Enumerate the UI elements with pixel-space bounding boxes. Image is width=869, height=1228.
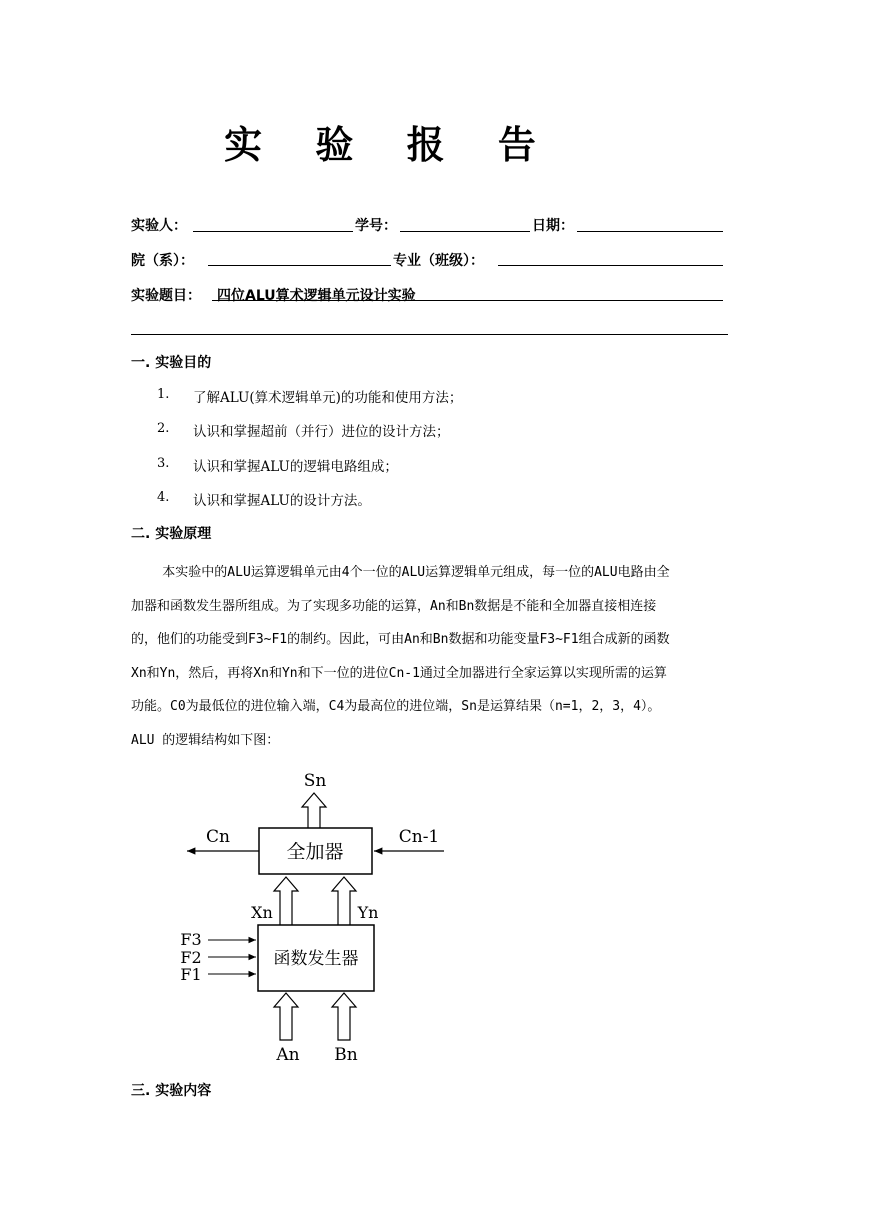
f2-label: F2 (180, 948, 202, 967)
paragraph-line: 的，他们的功能受到F3~F1的制约。因此，可由An和Bn数据和功能变量F3~F1组合成新的函数 (131, 632, 670, 647)
major-label: 专业（班级）： (393, 253, 484, 269)
xn-arrow (274, 877, 298, 925)
section-principle-heading: 二. 实验原理 (131, 526, 212, 542)
an-arrow (274, 993, 298, 1040)
list-item: 了解ALU(算术逻辑单元)的功能和使用方法； (193, 390, 463, 406)
full-adder-label: 全加器 (286, 841, 344, 863)
list-item-number: 3. (157, 456, 170, 471)
page-title: 实 验 报 告 (224, 123, 556, 167)
function-generator-label: 函数发生器 (273, 949, 359, 969)
paragraph-line: 本实验中的ALU运算逻辑单元由4个一位的ALU运算逻辑单元组成，每一位的ALU电路由全 (131, 565, 670, 580)
an-label: An (276, 1045, 300, 1065)
student-id-label: 学号： (355, 218, 397, 234)
paragraph-line: Xn和Yn，然后，再将Xn和Yn和下一位的进位Cn-1通过全加器进行全家运算以实现所需的运算 (131, 665, 667, 681)
section-content-heading: 三. 实验内容 (131, 1083, 212, 1099)
list-item-number: 2. (157, 421, 170, 436)
list-item: 认识和掌握超前（并行）进位的设计方法； (193, 424, 450, 440)
list-item-number: 1. (157, 387, 170, 402)
date-label: 日期： (532, 218, 574, 234)
topic-value: 四位ALU算术逻辑单元设计实验 (217, 288, 416, 304)
topic-label: 实验题目： (131, 288, 201, 304)
f1-label: F1 (180, 965, 202, 984)
bn-arrow (332, 993, 356, 1040)
xn-label: Xn (251, 903, 273, 922)
list-item: 认识和掌握ALU的设计方法。 (193, 493, 371, 509)
list-item-number: 4. (157, 490, 170, 505)
paragraph-line: ALU 的逻辑结构如下图： (131, 732, 280, 748)
yn-arrow (332, 877, 356, 925)
sn-label: Sn (303, 771, 327, 791)
sn-arrow (302, 793, 326, 828)
paragraph-line: 功能。C0为最低位的进位输入端，C4为最高位的进位端，Sn是运算结果（n=1，2，3，4）。 (131, 699, 661, 714)
cn-minus-1-label: Cn-1 (398, 827, 440, 847)
list-item: 认识和掌握ALU的逻辑电路组成； (193, 459, 398, 475)
department-label: 院（系）： (131, 253, 194, 269)
f3-label: F3 (180, 930, 202, 949)
paragraph-line: 加器和函数发生器所组成。为了实现多功能的运算，An和Bn数据是不能和全加器直接相连接 (131, 598, 657, 614)
section-objectives-heading: 一. 实验目的 (131, 355, 212, 371)
bn-label: Bn (334, 1045, 358, 1065)
experimenter-label: 实验人： (131, 218, 187, 234)
cn-label: Cn (206, 827, 230, 847)
yn-label: Yn (357, 903, 379, 922)
